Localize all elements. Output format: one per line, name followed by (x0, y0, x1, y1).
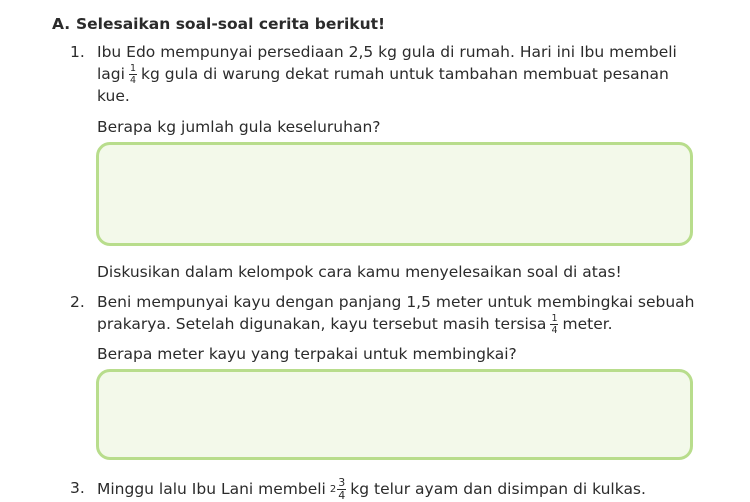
fraction-denominator: 4 (551, 325, 558, 336)
problem-1-line-2-pre: lagi (97, 65, 125, 83)
problem-3-line-1-post: kg telur ayam dan disimpan di kulkas. (350, 480, 646, 498)
problem-2-line-2-pre: prakarya. Setelah digunakan, kayu tersebut masih tersisa (97, 315, 547, 333)
problem-1-line-2 (97, 64, 669, 85)
problem-3-line-1 (97, 478, 646, 501)
problem-2-line-2-post: meter. (562, 315, 613, 333)
problem-3-number: 3. (70, 479, 85, 497)
section-title: Selesaikan soal-soal cerita berikut! (76, 15, 386, 33)
problem-3-line-1-pre: Minggu lalu Ibu Lani membeli (97, 480, 326, 498)
problem-2-number: 2. (70, 293, 85, 311)
fraction-numerator: 1 (551, 313, 558, 324)
section-label: A. (52, 15, 71, 33)
problem-2-fraction (550, 314, 558, 335)
problem-2-question: Berapa meter kayu yang terpakai untuk membingkai? (97, 345, 517, 363)
problem-1-line-3: kue. (97, 87, 130, 105)
fraction-denominator: 4 (338, 489, 346, 502)
fraction-denominator: 4 (129, 75, 136, 86)
problem-3-fraction (337, 478, 346, 501)
problem-1-number: 1. (70, 43, 85, 61)
fraction-numerator: 1 (129, 63, 136, 74)
problem-1-fraction (129, 64, 137, 85)
mixed-number-whole: 2 (329, 483, 337, 495)
problem-1-line-1: Ibu Edo mempunyai persediaan 2,5 kg gula di rumah. Hari ini Ibu membeli (97, 43, 677, 61)
problem-1-line-2-post: kg gula di warung dekat rumah untuk tambahan membuat pesanan (141, 65, 669, 83)
problem-1-question: Berapa kg jumlah gula keseluruhan? (97, 118, 381, 136)
problem-2-line-2 (97, 314, 613, 335)
problem-2-answer-box[interactable] (96, 369, 693, 460)
problem-1-discussion: Diskusikan dalam kelompok cara kamu menyelesaikan soal di atas! (97, 263, 622, 281)
fraction-numerator: 3 (338, 476, 346, 489)
problem-1-answer-box[interactable] (96, 142, 693, 246)
problem-2-line-1: Beni mempunyai kayu dengan panjang 1,5 meter untuk membingkai sebuah (97, 293, 695, 311)
